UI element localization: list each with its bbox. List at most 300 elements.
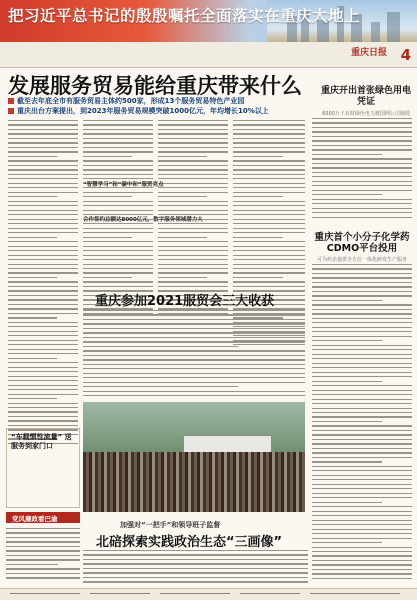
text-line xyxy=(8,299,78,300)
text-line xyxy=(158,201,228,202)
text-line xyxy=(158,281,228,282)
text-line xyxy=(8,335,78,336)
text-line xyxy=(83,120,153,121)
text-line xyxy=(312,358,412,359)
text-line xyxy=(8,120,78,121)
text-line xyxy=(312,408,412,409)
text-line xyxy=(312,533,412,534)
text-line xyxy=(312,372,412,373)
section-tag: 党风廉政看巴渝 xyxy=(6,512,80,523)
text-line xyxy=(158,223,228,224)
text-line xyxy=(312,497,412,498)
text-line xyxy=(233,183,305,184)
text-line xyxy=(8,187,78,188)
text-line xyxy=(233,151,305,152)
text-line xyxy=(8,241,78,242)
text-line xyxy=(83,563,308,564)
text-line xyxy=(312,273,412,274)
text-line xyxy=(83,151,153,152)
subhead-2: 合作签约总额达8000亿元，数字服务领域潜力大 xyxy=(83,217,203,223)
text-line xyxy=(83,572,308,573)
text-line xyxy=(8,376,78,377)
bullet-icon xyxy=(8,98,14,104)
text-line xyxy=(6,555,80,556)
text-line xyxy=(83,559,308,560)
text-line xyxy=(6,537,80,538)
text-line xyxy=(8,124,78,125)
text-line xyxy=(233,255,305,256)
text-line xyxy=(8,223,78,224)
bottom-headline: 北碚探索实践政治生态“三画像” xyxy=(96,535,283,550)
text-line xyxy=(83,142,153,143)
text-line xyxy=(158,250,228,251)
text-line xyxy=(233,219,305,220)
text-line xyxy=(83,223,153,224)
text-line xyxy=(233,178,305,179)
text-line xyxy=(83,201,153,202)
text-line xyxy=(312,394,412,395)
text-line xyxy=(83,210,153,211)
text-line xyxy=(83,138,153,139)
text-line xyxy=(312,367,412,368)
text-line xyxy=(8,201,78,202)
text-line xyxy=(158,246,228,247)
text-line xyxy=(8,403,78,404)
text-line xyxy=(158,192,228,193)
text-line xyxy=(8,246,78,247)
text-line xyxy=(312,479,412,480)
bottom-kicker: 加强对“一把手”和领导班子监督 xyxy=(120,521,221,529)
text-line xyxy=(83,133,153,134)
text-line xyxy=(158,174,228,175)
text-line xyxy=(233,228,305,229)
text-line xyxy=(83,554,308,555)
text-line xyxy=(233,187,305,188)
text-line xyxy=(233,160,305,161)
page-number: 4 xyxy=(400,46,411,64)
text-line xyxy=(83,395,305,396)
text-line xyxy=(158,165,228,166)
text-line xyxy=(8,411,78,412)
text-line xyxy=(8,286,78,287)
text-line xyxy=(8,317,57,318)
text-line xyxy=(312,452,412,453)
text-line xyxy=(6,546,80,547)
text-line xyxy=(233,142,305,143)
text-line xyxy=(158,241,228,242)
text-line xyxy=(8,290,78,291)
text-line xyxy=(8,313,78,314)
text-line xyxy=(83,246,153,247)
text-line xyxy=(83,196,132,197)
text-line xyxy=(158,264,228,265)
text-line xyxy=(312,322,412,323)
text-line xyxy=(83,359,305,360)
text-line xyxy=(83,391,305,392)
text-line xyxy=(233,241,305,242)
text-line xyxy=(83,129,153,130)
text-line xyxy=(158,178,228,179)
text-line xyxy=(312,443,412,444)
text-line xyxy=(312,551,412,552)
text-line xyxy=(8,385,78,386)
text-line xyxy=(312,217,412,218)
main-headline: 发展服务贸易能给重庆带来什么 xyxy=(8,74,302,98)
text-line xyxy=(312,176,412,177)
text-line xyxy=(158,151,228,152)
text-line xyxy=(312,181,412,182)
text-line xyxy=(6,532,80,533)
text-line xyxy=(83,259,153,260)
text-line xyxy=(233,129,305,130)
text-line xyxy=(233,201,305,202)
text-line xyxy=(83,346,238,347)
text-line xyxy=(312,538,412,539)
middle-article-body xyxy=(83,310,305,400)
text-line xyxy=(312,511,412,512)
text-line xyxy=(233,165,305,166)
text-line xyxy=(312,564,412,565)
text-line xyxy=(83,319,305,320)
text-line xyxy=(158,259,228,260)
text-line xyxy=(83,314,305,315)
text-line xyxy=(83,286,153,287)
text-line xyxy=(8,362,78,363)
text-line xyxy=(312,172,412,173)
text-line xyxy=(312,381,382,382)
text-line xyxy=(233,124,305,125)
top-banner xyxy=(0,0,417,42)
text-line xyxy=(83,281,153,282)
text-line xyxy=(8,219,78,220)
text-line xyxy=(8,169,78,170)
text-line xyxy=(233,246,305,247)
text-line xyxy=(233,281,305,282)
text-line xyxy=(233,264,305,265)
text-line xyxy=(312,403,412,404)
summary-line-2: 重庆出台方案提出，到2023年服务贸易规模突破1000亿元，年均增长10%以上 xyxy=(8,106,304,116)
text-line xyxy=(158,268,228,269)
text-line xyxy=(8,228,78,229)
text-line xyxy=(158,169,228,170)
text-line xyxy=(8,255,78,256)
text-line xyxy=(312,163,412,164)
text-line xyxy=(8,394,78,395)
text-line xyxy=(158,147,228,148)
footer-line xyxy=(90,593,150,594)
text-line xyxy=(233,250,305,251)
middle-headline: 重庆参加2021服贸会三大收获 xyxy=(95,294,275,309)
text-line xyxy=(83,169,153,170)
text-line xyxy=(312,385,412,386)
right-story1-title: 重庆开出首张绿色用电凭证 xyxy=(320,86,411,107)
text-line xyxy=(8,259,78,260)
text-line xyxy=(6,528,80,529)
text-line xyxy=(312,313,412,314)
text-line xyxy=(312,547,412,548)
text-line xyxy=(8,196,57,197)
text-line xyxy=(6,573,80,574)
text-line xyxy=(233,196,283,197)
text-line xyxy=(83,310,305,311)
text-line xyxy=(83,232,153,233)
text-line xyxy=(83,355,305,356)
text-line xyxy=(312,327,412,328)
text-line xyxy=(158,129,228,130)
text-line xyxy=(83,272,153,273)
text-line xyxy=(158,124,228,125)
text-line xyxy=(312,122,412,123)
text-line xyxy=(8,371,78,372)
text-line xyxy=(312,555,412,556)
text-line xyxy=(83,368,305,369)
text-line xyxy=(8,264,78,265)
text-line xyxy=(158,286,228,287)
text-line xyxy=(312,140,412,141)
text-line xyxy=(312,542,382,543)
text-line xyxy=(8,416,78,417)
text-line xyxy=(312,309,412,310)
text-line xyxy=(8,344,78,345)
text-line xyxy=(8,272,78,273)
text-line xyxy=(8,138,78,139)
text-line xyxy=(312,461,382,462)
text-line xyxy=(233,156,283,157)
main-article-col1 xyxy=(8,120,78,450)
text-line xyxy=(83,160,153,161)
text-line xyxy=(8,389,78,390)
text-line xyxy=(158,210,228,211)
text-line xyxy=(312,421,382,422)
text-line xyxy=(8,304,78,305)
text-line xyxy=(83,174,153,175)
text-line xyxy=(8,147,78,148)
text-line xyxy=(83,250,153,251)
text-line xyxy=(8,237,57,238)
text-line xyxy=(312,185,412,186)
text-line xyxy=(6,577,80,578)
text-line xyxy=(83,350,305,351)
text-line xyxy=(312,349,412,350)
event-photo xyxy=(83,402,305,512)
text-line xyxy=(83,581,308,582)
text-line xyxy=(158,228,228,229)
text-line xyxy=(233,192,305,193)
text-line xyxy=(312,291,412,292)
text-line xyxy=(312,390,412,391)
text-line xyxy=(312,529,412,530)
text-line xyxy=(6,550,80,551)
text-line xyxy=(312,190,412,191)
text-line xyxy=(83,386,238,387)
text-line xyxy=(233,237,283,238)
footer-line xyxy=(10,593,80,594)
text-line xyxy=(8,322,78,323)
text-line xyxy=(8,340,78,341)
text-line xyxy=(8,281,78,282)
text-line xyxy=(312,264,412,265)
text-line xyxy=(8,331,78,332)
text-line xyxy=(83,568,308,569)
text-line xyxy=(233,210,305,211)
text-line xyxy=(6,568,80,569)
text-line xyxy=(312,506,412,507)
text-line xyxy=(312,475,412,476)
text-line xyxy=(158,133,228,134)
text-line xyxy=(312,199,412,200)
text-line xyxy=(158,187,228,188)
text-line xyxy=(83,364,305,365)
text-line xyxy=(8,277,57,278)
text-line xyxy=(8,295,78,296)
right-story1-body xyxy=(312,118,412,223)
text-line xyxy=(233,223,305,224)
text-line xyxy=(312,466,412,467)
text-line xyxy=(8,425,78,426)
text-line xyxy=(8,205,78,206)
right-story2-title: 重庆首个小分子化学药CDMO平台投用 xyxy=(314,232,410,254)
text-line xyxy=(8,420,78,421)
text-line xyxy=(312,354,412,355)
text-line xyxy=(83,156,132,157)
right-story2-body xyxy=(312,264,412,584)
text-line xyxy=(312,345,412,346)
text-line xyxy=(312,502,382,503)
text-line xyxy=(83,277,132,278)
text-line xyxy=(233,259,305,260)
text-line xyxy=(312,145,412,146)
text-line xyxy=(312,118,412,119)
text-line xyxy=(312,340,382,341)
text-line xyxy=(8,353,78,354)
text-line xyxy=(312,425,412,426)
text-line xyxy=(233,268,305,269)
text-line xyxy=(312,149,412,150)
text-line xyxy=(312,318,412,319)
text-line xyxy=(83,577,308,578)
text-line xyxy=(158,156,207,157)
text-line xyxy=(8,268,78,269)
text-line xyxy=(6,559,80,560)
text-line xyxy=(158,205,228,206)
text-line xyxy=(83,377,305,378)
text-line xyxy=(83,241,153,242)
text-line xyxy=(312,493,412,494)
text-line xyxy=(158,120,228,121)
text-line xyxy=(8,250,78,251)
text-line xyxy=(312,127,412,128)
text-line xyxy=(312,569,412,570)
text-line xyxy=(312,560,412,561)
text-line xyxy=(312,363,412,364)
text-line xyxy=(312,376,412,377)
text-line xyxy=(83,228,153,229)
text-line xyxy=(83,147,153,148)
text-line xyxy=(8,326,78,327)
text-line xyxy=(8,156,57,157)
text-line xyxy=(312,167,412,168)
text-line xyxy=(233,205,305,206)
text-line xyxy=(233,133,305,134)
text-line xyxy=(312,515,412,516)
text-line xyxy=(312,448,412,449)
text-line xyxy=(233,272,305,273)
text-line xyxy=(6,541,80,542)
text-line xyxy=(83,124,153,125)
text-line xyxy=(158,232,228,233)
text-line xyxy=(8,151,78,152)
page-footer xyxy=(0,588,417,600)
text-line xyxy=(83,550,308,551)
text-line xyxy=(312,131,412,132)
text-line xyxy=(8,160,78,161)
text-line xyxy=(312,470,412,471)
text-line xyxy=(158,196,207,197)
text-line xyxy=(8,214,78,215)
text-line xyxy=(6,564,58,565)
text-line xyxy=(312,416,412,417)
text-line xyxy=(312,484,412,485)
summary-line-1: 截至去年底全市有服务贸易主体约500家，形成13个服务贸易特色产业园 xyxy=(8,96,304,106)
text-line xyxy=(233,174,305,175)
text-line xyxy=(312,300,382,301)
text-line xyxy=(158,277,207,278)
text-line xyxy=(8,178,78,179)
text-line xyxy=(8,142,78,143)
bottom-col1 xyxy=(6,528,80,586)
text-line xyxy=(312,457,412,458)
text-line xyxy=(83,264,153,265)
subhead-1: “智慧学习”和“碳中和”服贸亮点 xyxy=(83,182,164,188)
text-line xyxy=(158,160,228,161)
text-line xyxy=(312,158,412,159)
footer-line xyxy=(240,593,300,594)
text-line xyxy=(8,308,78,309)
text-line xyxy=(312,336,412,337)
text-line xyxy=(233,138,305,139)
text-line xyxy=(83,165,153,166)
text-line xyxy=(8,174,78,175)
text-line xyxy=(8,210,78,211)
text-line xyxy=(8,183,78,184)
left-feature-box xyxy=(6,428,80,508)
text-line xyxy=(312,194,382,195)
text-line xyxy=(312,578,412,579)
footer-line xyxy=(160,593,230,594)
text-line xyxy=(312,488,412,489)
text-line xyxy=(312,282,412,283)
text-line xyxy=(8,129,78,130)
text-line xyxy=(83,255,153,256)
text-line xyxy=(158,272,228,273)
text-line xyxy=(83,341,305,342)
text-line xyxy=(8,232,78,233)
text-line xyxy=(158,142,228,143)
left-feature-title: “车载惯性流量” 送服务到家门口 xyxy=(11,433,72,450)
text-line xyxy=(8,358,57,359)
text-line xyxy=(83,237,132,238)
text-line xyxy=(83,328,305,329)
text-line xyxy=(312,286,412,287)
text-line xyxy=(233,286,305,287)
text-line xyxy=(8,367,78,368)
text-line xyxy=(312,154,382,155)
text-line xyxy=(312,434,412,435)
text-line xyxy=(312,439,412,440)
text-line xyxy=(8,380,78,381)
text-line xyxy=(8,165,78,166)
text-line xyxy=(83,382,305,383)
